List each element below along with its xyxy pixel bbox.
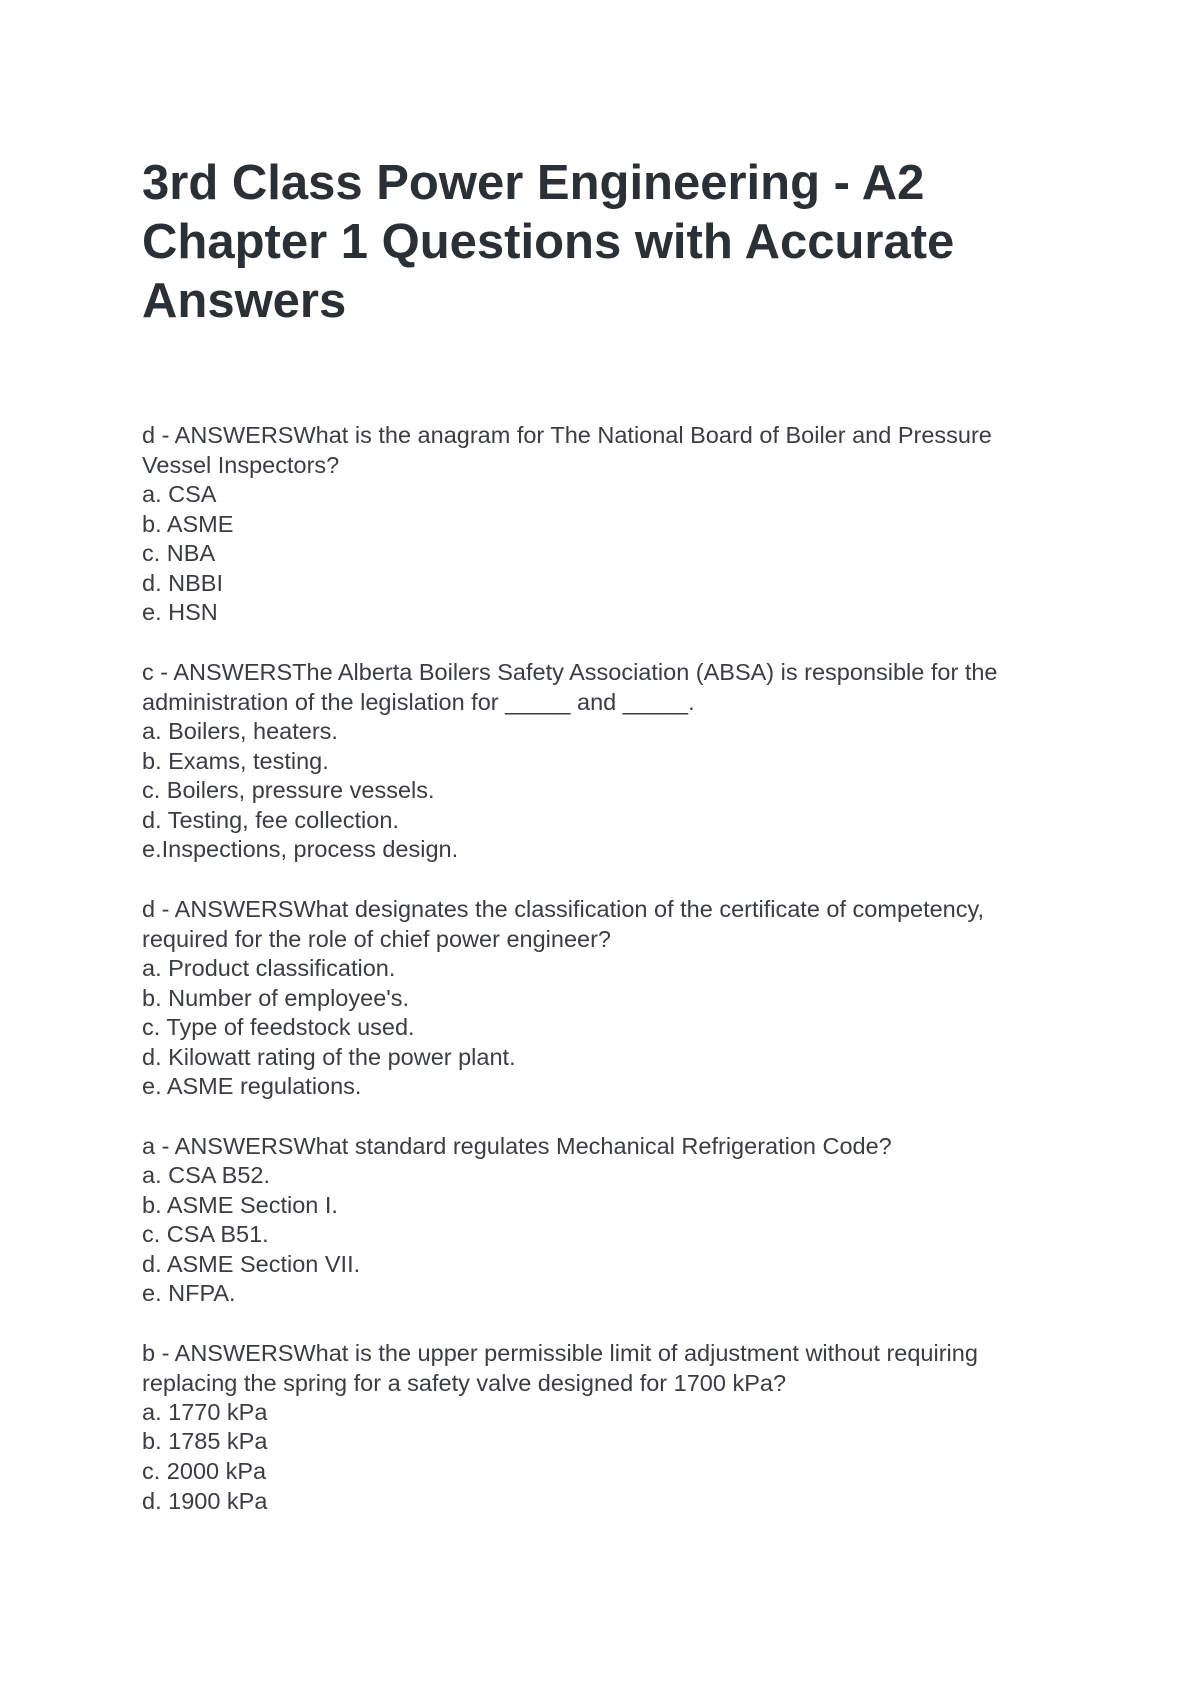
- answer-option: c. 2000 kPa: [142, 1458, 267, 1485]
- question-list: [142, 420, 1060, 1516]
- answer-option: b. 1785 kPa: [142, 1428, 268, 1455]
- answer-option: a. CSA B52.: [142, 1161, 271, 1188]
- answer-option: a. Product classification.: [142, 954, 396, 981]
- answer-option: a. CSA: [142, 481, 217, 507]
- answer-option: b. Number of employee's.: [142, 984, 410, 1011]
- answer-option: b. ASME: [142, 510, 234, 537]
- answer-option: d. 1900 kPa: [142, 1487, 268, 1514]
- question-block: [142, 657, 1060, 865]
- question-text: b - ANSWERSWhat is the upper permissible limit of adjustment without requiring replacing the spring for a safety valve designed for 1700 kPa?: [142, 1339, 978, 1396]
- question-text: d - ANSWERSWhat designates the classification of the certificate of competency, required for the role of chief power engineer?: [142, 895, 985, 952]
- answer-option: b. ASME Section I.: [142, 1191, 338, 1218]
- answer-option: c. Type of feedstock used.: [142, 1014, 415, 1041]
- question-text: d - ANSWERSWhat is the anagram for The National Board of Boiler and Pressure Vessel Inspectors?: [142, 422, 992, 478]
- question-text: a - ANSWERSWhat standard regulates Mechanical Refrigeration Code?: [142, 1132, 892, 1159]
- answer-option: d. NBBI: [142, 569, 223, 596]
- answer-option: c. CSA B51.: [142, 1221, 269, 1248]
- question-block: [142, 1338, 1060, 1516]
- answer-option: e.Inspections, process design.: [142, 836, 459, 863]
- answer-option: d. Testing, fee collection.: [142, 806, 399, 833]
- answer-option: e. ASME regulations.: [142, 1073, 362, 1100]
- question-text: c - ANSWERSThe Alberta Boilers Safety Association (ABSA) is responsible for the administration of the legislation for _____ and _____.: [142, 658, 998, 715]
- answer-option: e. NFPA.: [142, 1280, 236, 1307]
- question-block: [142, 894, 1060, 1102]
- answer-option: b. Exams, testing.: [142, 747, 329, 774]
- answer-option: e. HSN: [142, 599, 218, 626]
- answer-option: c. Boilers, pressure vessels.: [142, 777, 435, 804]
- answer-option: a. Boilers, heaters.: [142, 717, 338, 744]
- answer-option: d. ASME Section VII.: [142, 1250, 361, 1277]
- answer-option: c. NBA: [142, 540, 216, 567]
- question-block: [142, 1131, 1060, 1309]
- answer-option: a. 1770 kPa: [142, 1398, 268, 1425]
- document-title: 3rd Class Power Engineering - A2 Chapter 1 Questions with Accurate Answers: [142, 156, 955, 328]
- answer-option: d. Kilowatt rating of the power plant.: [142, 1043, 516, 1070]
- question-block: [142, 420, 1060, 628]
